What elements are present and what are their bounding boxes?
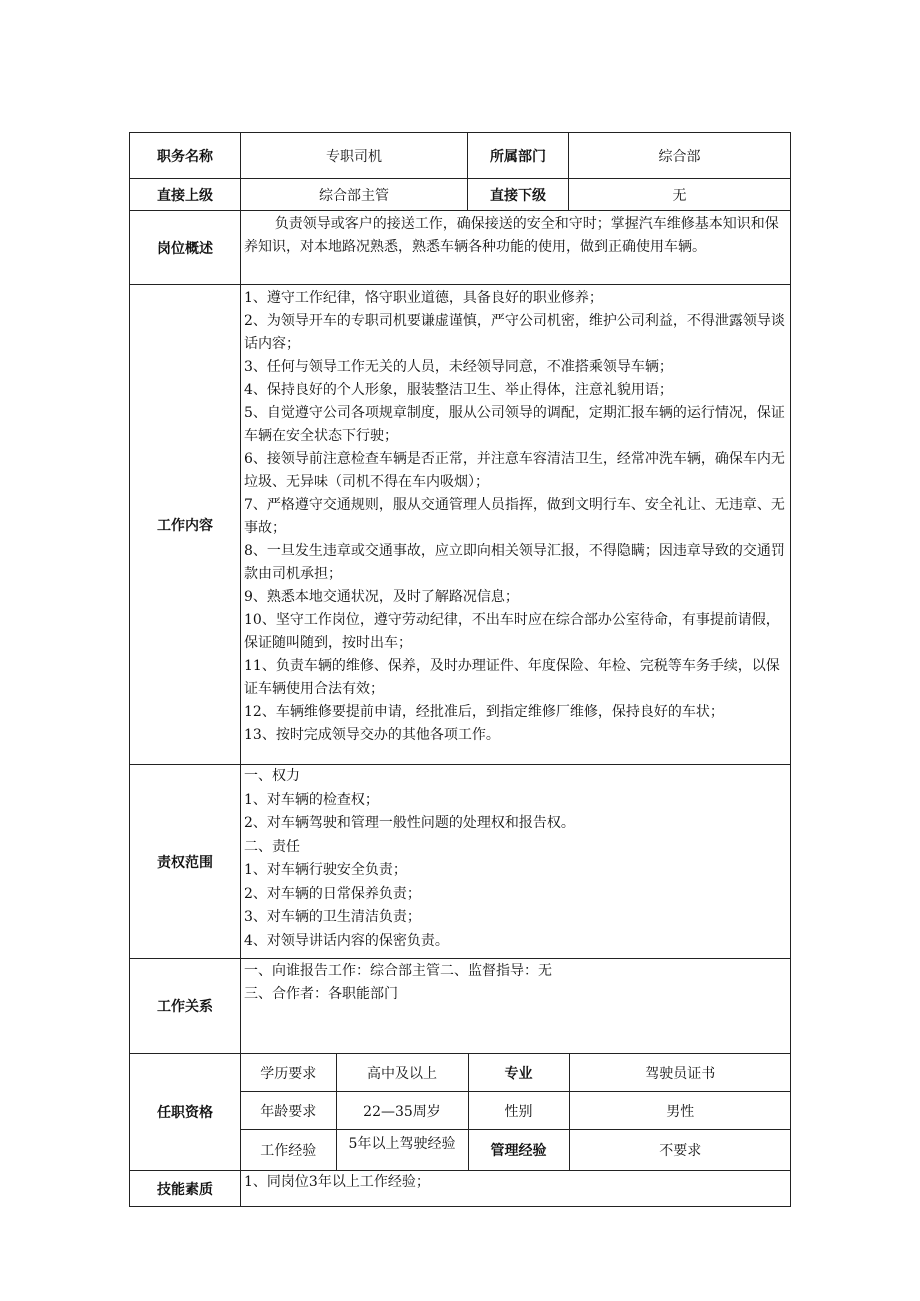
row-authority (130, 765, 791, 959)
duties-label: 工作内容 (130, 285, 241, 765)
job-description-table (129, 132, 791, 1207)
row-relations (130, 959, 791, 1054)
skills-text: 1、同岗位3年以上工作经验； (244, 1174, 430, 1190)
qualification-row (241, 1130, 791, 1171)
authority-cell (241, 765, 791, 959)
job-title-value: 专职司机 (241, 133, 468, 179)
education-value: 高中及以上 (336, 1054, 468, 1092)
duty-item: 8、一旦发生违章或交通事故，应立即向相关领导汇报，不得隐瞒；因违章导致的交通罚款由司机承担； (244, 543, 785, 582)
duty-item: 6、接领导前注意检查车辆是否正常，并注意车容清洁卫生，经常冲洗车辆，确保车内无垃圾、无异味（司机不得在车内吸烟）； (244, 451, 785, 490)
duty-item: 7、严格遵守交通规则，服从交通管理人员指挥，做到文明行车、安全礼让、无违章、无事故； (244, 497, 785, 536)
qualification-table (241, 1054, 791, 1170)
duties-cell (241, 285, 791, 765)
authority-line: 1、对车辆行驶安全负责； (244, 862, 407, 878)
authority-line: 2、对车辆驾驶和管理一般性问题的处理权和报告权。 (244, 815, 575, 831)
subordinate-value: 无 (569, 179, 791, 211)
superior-value: 综合部主管 (241, 179, 468, 211)
duty-item: 12、车辆维修要提前申请，经批准后，到指定维修厂维修，保持良好的车状； (244, 704, 724, 720)
row-skills (130, 1171, 791, 1207)
gender-label: 性别 (468, 1092, 569, 1130)
row-qualification (130, 1054, 791, 1171)
skills-cell (241, 1171, 791, 1207)
duty-item: 5、自觉遵守公司各项规章制度，服从公司领导的调配，定期汇报车辆的运行情况，保证车辆在安全状态下行驶； (244, 405, 785, 444)
authority-line: 2、对车辆的日常保养负责； (244, 885, 421, 902)
duty-item: 9、熟悉本地交通状况，及时了解路况信息； (244, 589, 519, 605)
relations-cell (241, 959, 791, 1054)
row-superior (130, 179, 791, 211)
experience-label: 工作经验 (241, 1130, 336, 1171)
gender-value: 男性 (569, 1092, 791, 1130)
authority-list (241, 765, 790, 955)
relations-list (241, 959, 790, 1008)
duty-item: 1、遵守工作纪律，恪守职业道德，具备良好的职业修养； (244, 290, 603, 306)
duties-list (241, 285, 790, 764)
overview-text: 负责领导或客户的接送工作，确保接送的安全和守时；掌握汽车维修基本知识和保养知识，对本地路况熟悉，熟悉车辆各种功能的使用，做到正确使用车辆。 (244, 216, 779, 255)
authority-line: 1、对车辆的检查权； (244, 791, 379, 808)
job-title-label: 职务名称 (130, 133, 241, 179)
relations-line: 一、向谁报告工作：综合部主管二、监督指导：无 (244, 963, 552, 979)
duty-item: 13、按时完成领导交办的其他各项工作。 (244, 727, 500, 743)
duty-item: 10、坚守工作岗位，遵守劳动纪律，不出车时应在综合部办公室待命，有事提前请假，保证随叫随到，按时出车； (244, 612, 780, 651)
qualification-row (241, 1054, 791, 1092)
row-overview (130, 211, 791, 285)
education-label: 学历要求 (241, 1054, 336, 1092)
authority-line: 二、责任 (244, 838, 300, 855)
job-description-form (129, 132, 790, 1207)
superior-label: 直接上级 (130, 179, 241, 211)
authority-line: 4、对领导讲话内容的保密负责。 (244, 932, 449, 949)
qualification-row (241, 1092, 791, 1130)
age-value: 22—35周岁 (336, 1092, 468, 1130)
qualification-label: 任职资格 (130, 1054, 241, 1171)
duty-item: 2、为领导开车的专职司机要谦虚谨慎，严守公司机密，维护公司利益，不得泄露领导谈话内容； (244, 313, 785, 352)
age-label: 年龄要求 (241, 1092, 336, 1130)
department-value: 综合部 (569, 133, 791, 179)
row-title (130, 133, 791, 179)
duty-item: 11、负责车辆的维修、保养，及时办理证件、年度保险、年检、完税等车务手续，以保证车辆使用合法有效； (244, 658, 780, 697)
relations-label: 工作关系 (130, 959, 241, 1054)
major-label: 专业 (468, 1054, 569, 1092)
experience-value: 5年以上驾驶经验 (336, 1130, 468, 1171)
overview-label: 岗位概述 (130, 211, 241, 285)
management-label: 管理经验 (468, 1130, 569, 1171)
qualification-cell (241, 1054, 791, 1171)
department-label: 所属部门 (468, 133, 569, 179)
authority-line: 一、权力 (244, 768, 300, 784)
major-value: 驾驶员证书 (569, 1054, 791, 1092)
skills-label: 技能素质 (130, 1171, 241, 1207)
overview-cell (241, 211, 791, 285)
duty-item: 3、任何与领导工作无关的人员，未经领导同意，不准搭乘领导车辆； (244, 359, 673, 375)
relations-line: 三、合作者：各职能部门 (244, 986, 398, 1002)
management-value: 不要求 (569, 1130, 791, 1171)
authority-line: 3、对车辆的卫生清洁负责； (244, 909, 421, 925)
authority-label: 责权范围 (130, 765, 241, 959)
row-duties (130, 285, 791, 765)
duty-item: 4、保持良好的个人形象，服装整洁卫生、举止得体，注意礼貌用语； (244, 382, 673, 398)
subordinate-label: 直接下级 (468, 179, 569, 211)
